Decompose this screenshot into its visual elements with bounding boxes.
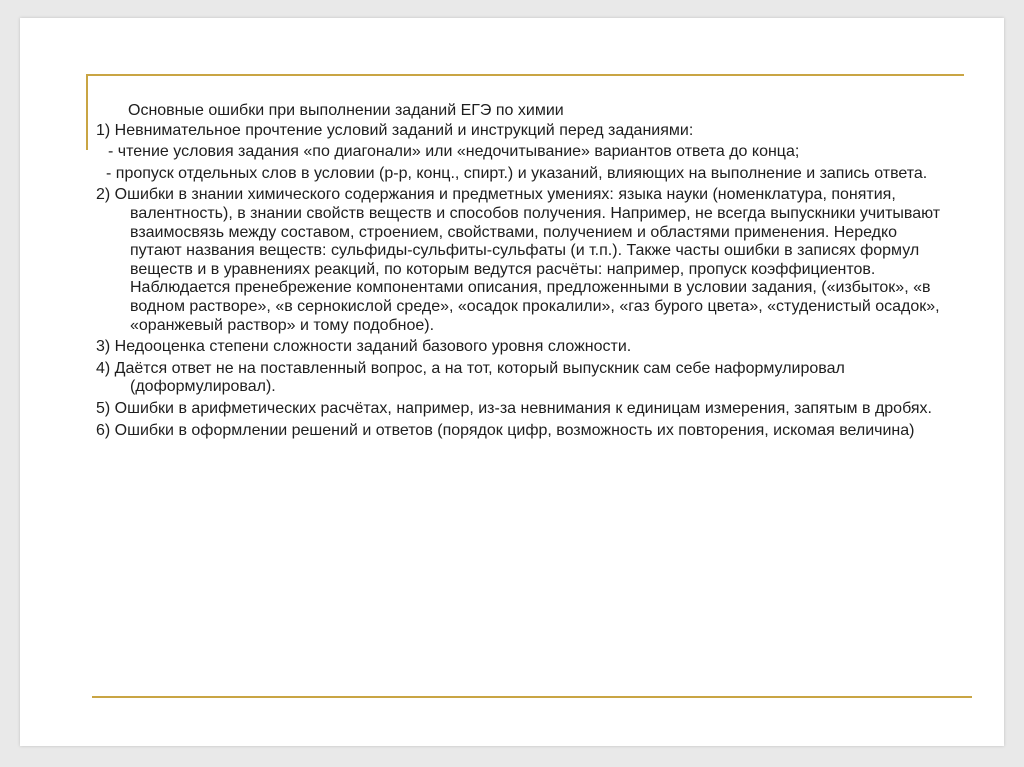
list-item-2: 2) Ошибки в знании химического содержания и предметных умениях: языка науки (номенклатура, понятия, валентность), в знании свойств веществ и способов получения. Например, не всегда выпускники учитывают взаимосвязь между составом, строением, свойствами, получением и областями применения. Нередко путают названия веществ: сульфиды-сульфиты-сульфаты (и т.п.). Также часты ошибки в записях формул веществ и в уравнениях реакций, по которым ведутся расчёты: например, пропуск коэффициентов. Наблюдается пренебрежение компонентами описания, предложенными в условии задания, («избыток», «в водном растворе», «в сернокислой среде», «осадок прокалили», «газ бурого цвета», «студенистый осадок», «оранжевый раствор» и тому подобное). <box>96 186 941 334</box>
slide-title: Основные ошибки при выполнении заданий ЕГЭ по химии <box>128 102 564 119</box>
list-item-4: 4) Даётся ответ не на поставленный вопрос, а на тот, который выпускник сам себе наформулировал (доформулировал). <box>96 359 845 396</box>
list-subitem-1b: - пропуск отдельных слов в условии (р-р, конц., спирт.) и указаний, влияющих на выполнение и запись ответа. <box>106 164 928 182</box>
left-accent-line <box>86 74 88 150</box>
top-accent-line <box>86 74 964 76</box>
list-item-5: 5) Ошибки в арифметических расчётах, например, из-за невнимания к единицам измерения, запятым в дробях. <box>96 399 932 417</box>
list-item-1: 1) Невнимательное прочтение условий заданий и инструкций перед заданиями: <box>96 121 694 139</box>
slide-content <box>96 102 952 443</box>
list-item-3: 3) Недооценка степени сложности заданий базового уровня сложности. <box>96 338 632 356</box>
list-subitem-1a: - чтение условия задания «по диагонали» или «недочитывание» вариантов ответа до конца; <box>108 143 800 161</box>
list-item-6: 6) Ошибки в оформлении решений и ответов (порядок цифр, возможность их повторения, искомая величина) <box>96 421 915 439</box>
slide <box>20 18 1004 746</box>
bottom-accent-line <box>92 696 972 698</box>
